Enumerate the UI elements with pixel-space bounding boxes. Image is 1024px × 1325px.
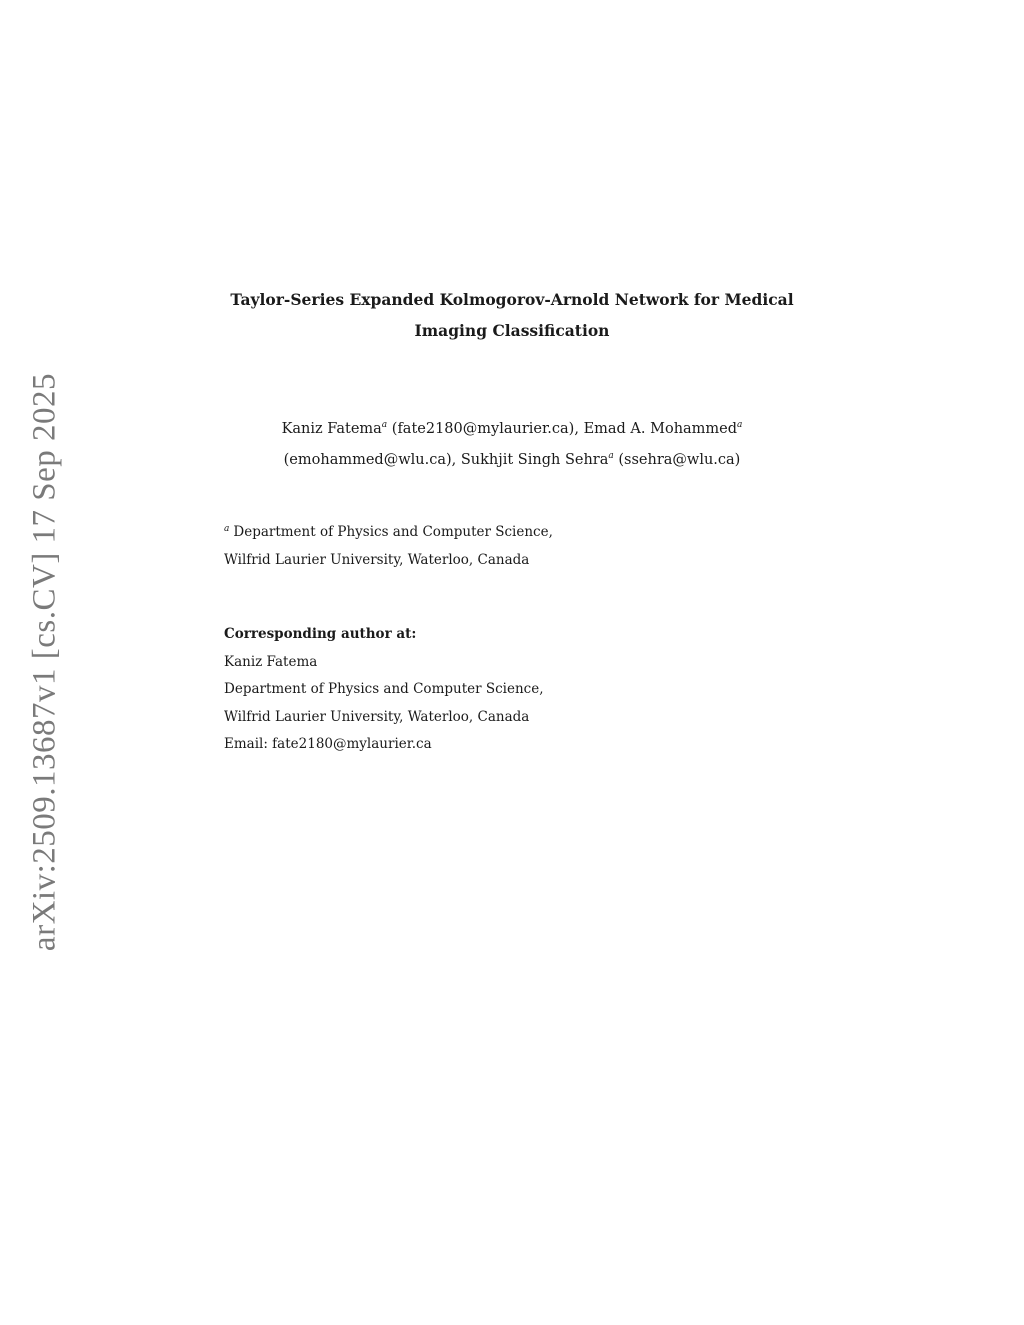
author-affiliation-mark-3: a bbox=[608, 451, 614, 461]
affiliation-block bbox=[224, 519, 884, 574]
corresponding-email: Email: fate2180@mylaurier.ca bbox=[224, 736, 432, 752]
affiliation-department: Department of Physics and Computer Science, bbox=[233, 524, 553, 540]
arxiv-identifier-stamp[interactable]: arXiv:2509.13687v1 [cs.CV] 17 Sep 2025 bbox=[26, 372, 63, 952]
affiliation-university: Wilfrid Laurier University, Waterloo, Canada bbox=[224, 551, 530, 568]
author-affiliation-mark-1: a bbox=[381, 420, 388, 430]
author-email-3: (ssehra@wlu.ca) bbox=[613, 452, 741, 468]
author-list bbox=[150, 414, 874, 476]
affiliation-mark: a bbox=[224, 524, 230, 534]
author-line-1 bbox=[150, 414, 874, 445]
corresponding-department: Department of Physics and Computer Science, bbox=[224, 681, 544, 697]
title-line-1: Taylor-Series Expanded Kolmogorov-Arnold Network for Medical bbox=[230, 290, 794, 309]
author-affiliation-mark-2: a bbox=[737, 420, 743, 430]
corresponding-university: Wilfrid Laurier University, Waterloo, Canada bbox=[224, 708, 530, 725]
corresponding-label: Corresponding author at: bbox=[224, 626, 417, 642]
title-line-2: Imaging Classification bbox=[414, 321, 610, 340]
author-name-1: Kaniz Fatema bbox=[281, 421, 382, 437]
author-name-3: Sukhjit Singh Sehra bbox=[460, 452, 609, 468]
affiliation-line-1 bbox=[224, 519, 884, 547]
paper-title bbox=[150, 284, 874, 346]
author-email-1: (fate2180@mylaurier.ca), bbox=[387, 421, 584, 437]
corresponding-author-block bbox=[224, 621, 884, 759]
author-line-2 bbox=[150, 445, 874, 476]
author-email-2: (emohammed@wlu.ca), bbox=[283, 452, 461, 468]
author-name-2: Emad A. Mohammed bbox=[583, 421, 738, 437]
corresponding-name: Kaniz Fatema bbox=[224, 653, 318, 670]
